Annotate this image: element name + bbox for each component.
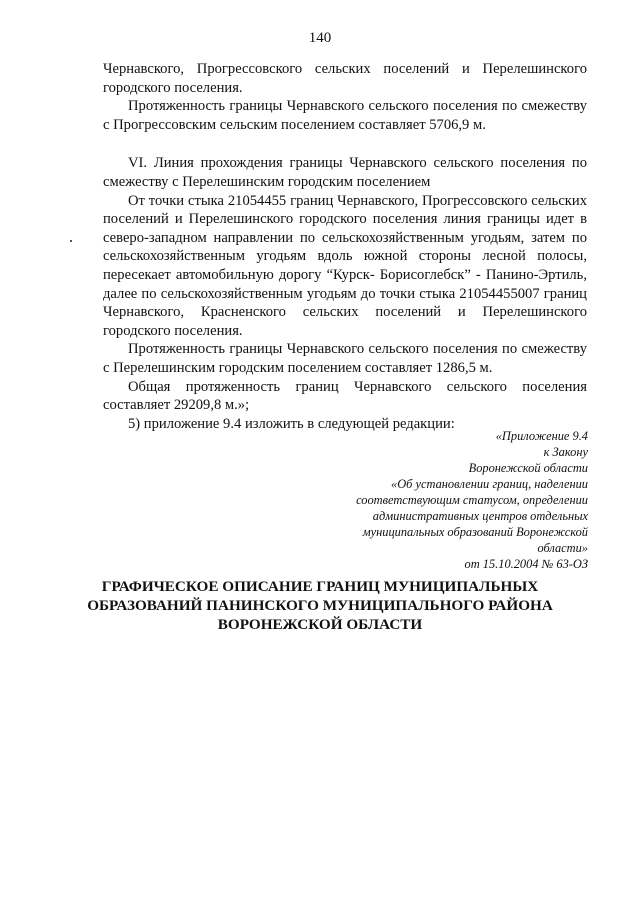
- appendix-line: «Об установлении границ, наделении: [391, 477, 588, 491]
- heading-line: ГРАФИЧЕСКОЕ ОПИСАНИЕ ГРАНИЦ МУНИЦИПАЛЬНЫХ: [101, 578, 539, 595]
- paragraph-gap: [103, 134, 587, 154]
- appendix-line: от 15.10.2004 № 63-ОЗ: [464, 557, 588, 571]
- section-heading-vi: VI. Линия прохождения границы Чернавского сельского поселения по смежеству с Перелешинским городским поселением: [103, 155, 587, 190]
- paragraph-total-length: Общая протяженность границ Чернавского сельского поселения составляет 29209,8 м.»;: [103, 378, 587, 414]
- appendix-line: Воронежской области: [468, 461, 588, 475]
- paragraph-continuation: Чернавского, Прогрессовского сельских поселений и Перелешинского городского поселения.: [103, 61, 587, 96]
- appendix-reference: [268, 428, 588, 572]
- appendix-line: соответствующим статусом, определении: [356, 493, 588, 507]
- paragraph-appendix-instruction: 5) приложение 9.4 изложить в следующей редакции:: [128, 415, 455, 432]
- page-number: 140: [308, 30, 332, 46]
- paragraph-boundary-description: От точки стыка 21054455 границ Чернавского, Прогрессовского сельских поселений и Перелешинского городского поселения линия границы идет в северо-западном направлении по сельскохозяйственным угодьям, затем по сельскохозяйственным угодьям вдоль южной стороны лесной полосы, пересекает автомобильную дорогу “Курск- Борисоглебск” - Панино-Эртиль, далее по сельскохозяйственным угодьям до точки стыка 21054455007 границ Чернавского, Красненского сельских поселений и Перелешинского городского поселения.: [103, 192, 587, 339]
- appendix-line: области»: [537, 541, 588, 555]
- heading-line: ОБРАЗОВАНИЙ ПАНИНСКОГО МУНИЦИПАЛЬНОГО РАЙОНА: [87, 597, 553, 614]
- document-heading: [60, 577, 580, 634]
- appendix-line: муниципальных образований Воронежской: [362, 525, 588, 539]
- body-text: [103, 60, 587, 433]
- appendix-line: административных центров отдельных: [372, 509, 588, 523]
- paragraph-length-progressovskoe: Протяженность границы Чернавского сельского поселения по смежеству с Прогрессовским сельским поселением составляет 5706,9 м.: [103, 98, 587, 133]
- appendix-line: «Приложение 9.4: [495, 429, 588, 443]
- paragraph-length-pereleshinskoe: Протяженность границы Чернавского сельского поселения по смежеству с Перелешинским городским поселением составляет 1286,5 м.: [103, 341, 587, 376]
- heading-line: ВОРОНЕЖСКОЙ ОБЛАСТИ: [217, 616, 423, 633]
- appendix-line: к Закону: [543, 445, 588, 459]
- scan-artifact: [70, 240, 72, 242]
